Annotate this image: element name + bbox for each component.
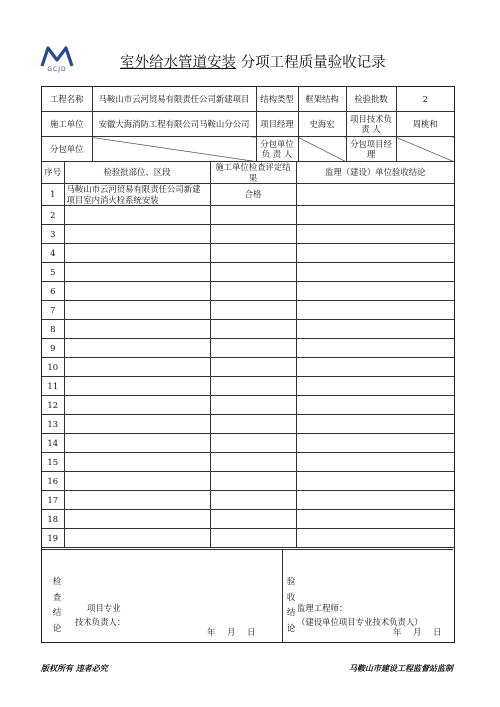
title-rest: 分项工程质量验收记录 (240, 55, 386, 71)
table-row (42, 206, 454, 225)
row-supervision-conclusion (296, 472, 454, 491)
table-row (42, 263, 454, 282)
tech-lead-line1: 项目专业 (87, 603, 121, 613)
subcontract-lead-label: 分包单位负 责 人 (256, 137, 298, 162)
row-seq: 11 (42, 377, 64, 396)
row-construction-result (210, 415, 296, 434)
row-seq: 2 (42, 206, 64, 225)
supervisor-note: （建设单位项目专业技术负责人） (297, 617, 423, 627)
row-construction-result (210, 453, 296, 472)
table-row (42, 491, 454, 510)
row-construction-result: 合格 (210, 184, 296, 206)
table-row (42, 396, 454, 415)
row-supervision-conclusion (296, 339, 454, 358)
row-location (64, 206, 210, 225)
row-location (64, 301, 210, 320)
row-seq: 14 (42, 434, 64, 453)
row-location (64, 263, 210, 282)
footer-copyright: 版权所有 违者必究 (41, 664, 108, 673)
signoff-divider (282, 550, 283, 642)
signoff-section (41, 549, 453, 642)
row-seq: 7 (42, 301, 64, 320)
header-supervision-conclusion: 监理（建设）单位验收结论 (296, 162, 454, 184)
project-name-value: 马鞍山市云河贸易有限责任公司新建项目 (92, 87, 256, 112)
tech-lead-label: 项目技术负 责 人 (346, 112, 396, 137)
table-row (42, 453, 454, 472)
row-construction-result (210, 263, 296, 282)
row-construction-result (210, 529, 296, 548)
row-seq: 8 (42, 320, 64, 339)
construction-unit-label: 施工单位 (42, 112, 92, 137)
row-location (64, 472, 210, 491)
construction-unit-value: 安徽大海消防工程有限公司马鞍山分公司 (92, 112, 256, 137)
tech-lead-value: 周桃和 (396, 112, 454, 137)
subcontract-unit-label: 分包单位 (42, 137, 92, 162)
row-location (64, 510, 210, 529)
row-supervision-conclusion (296, 510, 454, 529)
row-location (64, 434, 210, 453)
row-location: 马鞍山市云河贸易有限责任公司新建项目室内消火栓系统安装 (64, 184, 210, 206)
table-row (42, 472, 454, 491)
subcontract-lead-value (298, 137, 346, 162)
row-construction-result (210, 396, 296, 415)
row-supervision-conclusion (296, 491, 454, 510)
row-construction-result (210, 282, 296, 301)
row-construction-result (210, 510, 296, 529)
row-supervision-conclusion (296, 358, 454, 377)
table-row (42, 377, 454, 396)
right-vertical-label: 验 收 结 论 (286, 576, 296, 633)
row-construction-result (210, 434, 296, 453)
batch-count-label: 检验批数 (346, 87, 396, 112)
subcontract-unit-value (92, 137, 256, 162)
table-row (42, 225, 454, 244)
row-supervision-conclusion (296, 225, 454, 244)
project-name-label: 工程名称 (42, 87, 92, 112)
row-location (64, 282, 210, 301)
row-supervision-conclusion (296, 184, 454, 206)
project-manager-value: 史海宏 (298, 112, 346, 137)
row-supervision-conclusion (296, 396, 454, 415)
row-seq: 15 (42, 453, 64, 472)
row-location (64, 320, 210, 339)
row-construction-result (210, 244, 296, 263)
row-location (64, 339, 210, 358)
row-seq: 19 (42, 529, 64, 548)
table-row (42, 244, 454, 263)
table-row (42, 339, 454, 358)
row-supervision-conclusion (296, 529, 454, 548)
row-supervision-conclusion (296, 320, 454, 339)
table-row (42, 415, 454, 434)
table-row (42, 301, 454, 320)
row-construction-result (210, 301, 296, 320)
row-construction-result (210, 225, 296, 244)
row-supervision-conclusion (296, 377, 454, 396)
row-supervision-conclusion (296, 453, 454, 472)
row-location (64, 244, 210, 263)
header-seq: 序号 (42, 162, 64, 184)
row-construction-result (210, 491, 296, 510)
page-title (120, 51, 386, 72)
row-location (64, 491, 210, 510)
row-location (64, 225, 210, 244)
row-construction-result (210, 377, 296, 396)
header-construction-result: 施工单位检查评定结果 (210, 162, 296, 184)
supervisor-label: 监理工程师： (297, 603, 348, 613)
row-seq: 9 (42, 339, 64, 358)
row-supervision-conclusion (296, 244, 454, 263)
row-construction-result (210, 320, 296, 339)
footer-issuer: 马鞍山市建设工程监督站监制 (349, 664, 453, 673)
batch-count-value: 2 (396, 87, 454, 112)
row-seq: 3 (42, 225, 64, 244)
table-row (42, 320, 454, 339)
row-construction-result (210, 358, 296, 377)
left-vertical-label: 检 查 结 论 (52, 576, 62, 633)
row-seq: 1 (42, 184, 64, 206)
row-seq: 12 (42, 396, 64, 415)
row-location (64, 453, 210, 472)
right-date: 年 月 日 (393, 627, 442, 637)
table-row (42, 434, 454, 453)
subcontract-manager-label: 分包项目经理 (346, 137, 396, 162)
structure-type-label: 结构类型 (256, 87, 298, 112)
table-row (42, 529, 454, 548)
row-supervision-conclusion (296, 301, 454, 320)
row-location (64, 415, 210, 434)
row-seq: 6 (42, 282, 64, 301)
table-row (42, 282, 454, 301)
row-construction-result (210, 472, 296, 491)
row-supervision-conclusion (296, 415, 454, 434)
logo-text: GCJD (47, 66, 67, 73)
row-seq: 5 (42, 263, 64, 282)
row-seq: 4 (42, 244, 64, 263)
row-seq: 16 (42, 472, 64, 491)
row-construction-result (210, 339, 296, 358)
table-row (42, 184, 454, 206)
table-row (42, 510, 454, 529)
row-seq: 13 (42, 415, 64, 434)
subcontract-manager-value (396, 137, 454, 162)
row-location (64, 358, 210, 377)
row-supervision-conclusion (296, 263, 454, 282)
header-location: 检验批部位、区段 (64, 162, 210, 184)
left-date: 年 月 日 (207, 627, 256, 637)
row-location (64, 377, 210, 396)
row-seq: 10 (42, 358, 64, 377)
row-location (64, 529, 210, 548)
table-row (42, 358, 454, 377)
row-construction-result (210, 206, 296, 225)
row-seq: 17 (42, 491, 64, 510)
project-manager-label: 项目经理 (256, 112, 298, 137)
row-supervision-conclusion (296, 282, 454, 301)
row-supervision-conclusion (296, 206, 454, 225)
tech-lead-line2: 技术负责人： (75, 617, 126, 627)
structure-type-value: 框架结构 (298, 87, 346, 112)
row-supervision-conclusion (296, 434, 454, 453)
title-item-name: 室外给水管道安装 (120, 55, 236, 71)
row-seq: 18 (42, 510, 64, 529)
row-location (64, 396, 210, 415)
